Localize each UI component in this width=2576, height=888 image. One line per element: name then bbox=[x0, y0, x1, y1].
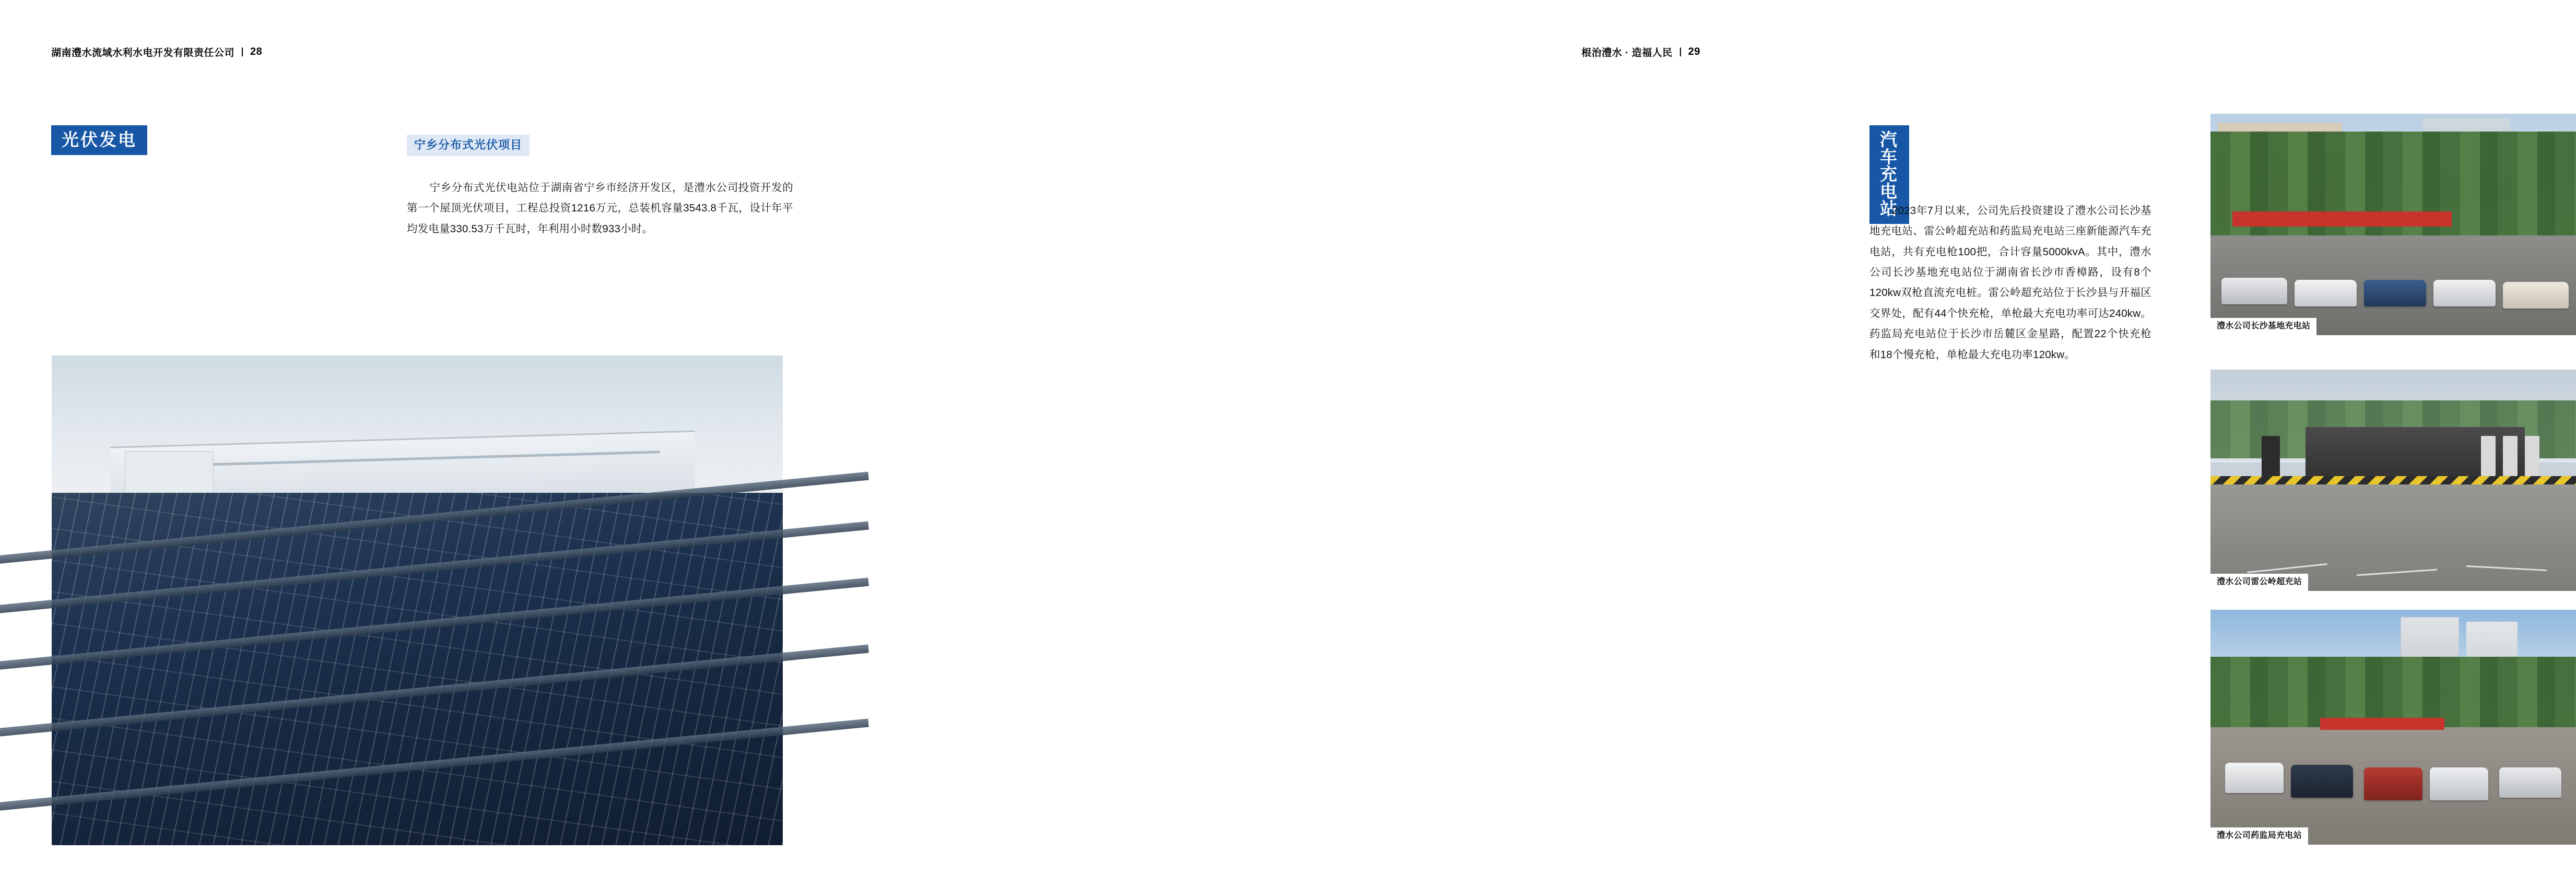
left-running-head-text: 湖南澧水流域水利水电开发有限责任公司 bbox=[51, 48, 235, 58]
running-head-divider bbox=[1680, 48, 1681, 56]
photo-tree-line bbox=[2210, 132, 2576, 246]
photo-panel-row bbox=[0, 645, 869, 737]
left-page bbox=[0, 0, 876, 888]
left-page-number: 28 bbox=[250, 46, 263, 57]
photo-parked-car bbox=[2499, 767, 2561, 798]
photo-parked-car bbox=[2503, 282, 2569, 309]
photo-charging-pile bbox=[2481, 436, 2496, 476]
right-page bbox=[876, 0, 2311, 888]
left-body-text: 宁乡分布式光伏电站位于湖南省宁乡市经济开发区，是澧水公司投资开发的第一个屋顶光伏项目，工程总投资1216万元，总装机容量3543.8千瓦，设计年平均发电量330.53万千瓦时，年利用小时数933小时。 bbox=[407, 182, 793, 235]
photo-solar-array bbox=[52, 493, 783, 845]
photo-caption: 澧水公司药监局充电站 bbox=[2210, 827, 2308, 845]
sub-title-wrap bbox=[407, 135, 530, 156]
photo-warning-stripe bbox=[2210, 476, 2576, 484]
running-head-divider bbox=[242, 48, 243, 56]
left-section-title-wrap bbox=[51, 125, 147, 155]
right-body-text: 2023年7月以来，公司先后投资建设了澧水公司长沙基地充电站、雷公岭超充站和药监局充电站三座新能源汽车充电站，共有充电枪100把，合计容量5000kvA。其中，澧水公司长沙基地充电站位于湖南省长沙市香樟路，设有8个120kw双枪直流充电桩。雷公岭超充站位于长沙县与开福区交界处，配有44个快充枪，单枪最大充电功率可达240kw。药监局充电站位于长沙市岳麓区金星路，配置22个快充枪和18个慢充枪，单枪最大充电功率120kw。 bbox=[1869, 205, 2151, 361]
section-title-charging-station: 汽车充电站 bbox=[1869, 125, 1909, 224]
photo-panel-row bbox=[0, 718, 869, 811]
photo-parked-car bbox=[2364, 280, 2426, 306]
yaojianju-charging-station-photo bbox=[2210, 610, 2576, 845]
photo-parked-car bbox=[2430, 767, 2488, 800]
photo-caption: 澧水公司雷公岭超充站 bbox=[2210, 574, 2308, 591]
changsha-base-charging-station-photo bbox=[2210, 114, 2576, 335]
photo-panel-row bbox=[0, 521, 869, 613]
photo-parked-car bbox=[2221, 278, 2287, 304]
photo-charging-pile bbox=[2262, 436, 2280, 480]
sub-title-ningxiang-pv-project: 宁乡分布式光伏项目 bbox=[407, 135, 530, 156]
photo-charging-pile bbox=[2525, 436, 2539, 476]
section-title-photovoltaic: 光伏发电 bbox=[51, 125, 147, 155]
photo-tree-line bbox=[2210, 657, 2576, 727]
solar-panel-rooftop-photo bbox=[52, 356, 783, 845]
photo-parked-car bbox=[2295, 280, 2357, 306]
photo-parked-car bbox=[2225, 763, 2284, 794]
photo-red-banner bbox=[2320, 718, 2444, 730]
photo-parked-car bbox=[2433, 280, 2496, 306]
right-body-paragraph bbox=[1869, 200, 2151, 365]
left-running-head bbox=[51, 45, 262, 59]
right-running-head-text: 根治澧水 · 造福人民 bbox=[1581, 48, 1673, 58]
photo-caption: 澧水公司长沙基地充电站 bbox=[2210, 318, 2316, 335]
photo-charging-pile bbox=[2503, 436, 2518, 476]
left-body-paragraph bbox=[407, 177, 793, 239]
photo-panel-row bbox=[0, 577, 869, 670]
right-page-number: 29 bbox=[1688, 46, 1700, 57]
photo-parked-car bbox=[2291, 765, 2353, 798]
photo-parked-car bbox=[2364, 767, 2422, 800]
photo-red-banner bbox=[2232, 211, 2452, 227]
right-running-head bbox=[1581, 45, 1700, 59]
leigongling-supercharging-station-photo bbox=[2210, 370, 2576, 591]
